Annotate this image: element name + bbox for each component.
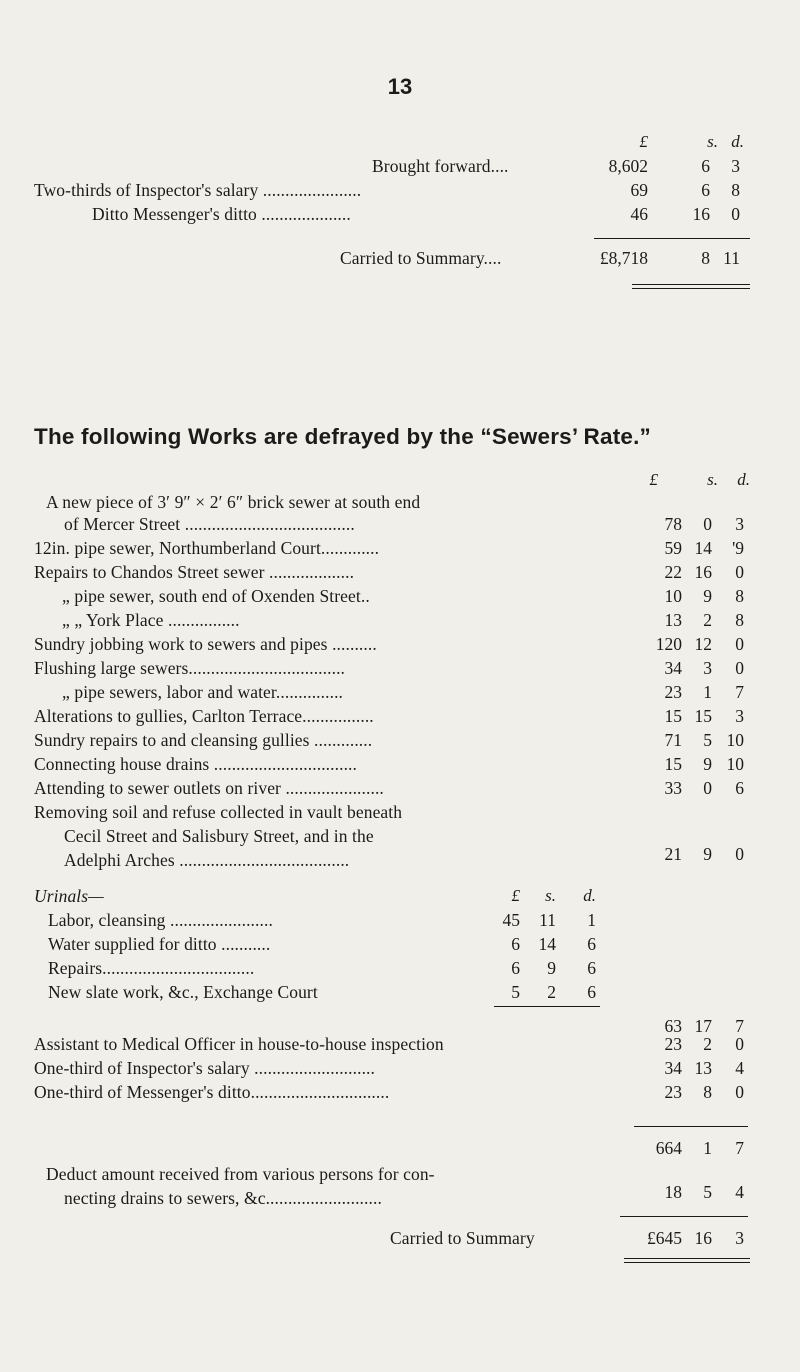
carried-to-summary-label: Carried to Summary.... [340, 248, 502, 268]
amount-shillings: 0 [703, 514, 712, 534]
amount-shillings: 8 [703, 1082, 712, 1102]
row-label: Water supplied for ditto ........... [48, 934, 271, 954]
amount-pence: 10 [726, 730, 744, 750]
deduct-label-line2: necting drains to sewers, &c.......................... [64, 1188, 382, 1208]
row-label: Sundry jobbing work to sewers and pipes .......... [34, 634, 377, 654]
urinals-total-pounds: 63 [664, 1016, 682, 1036]
amount-pence: 8 [735, 610, 744, 630]
amount-pounds: 45 [502, 910, 520, 930]
column-header-shillings: s. [707, 132, 718, 151]
row-label: Sundry repairs to and cleansing gullies ............. [34, 730, 373, 750]
amount-shillings: 9 [547, 958, 556, 978]
amount-shillings: 9 [703, 754, 712, 774]
amount-shillings: 2 [703, 610, 712, 630]
amount-pence: 4 [735, 1058, 744, 1078]
amount-shillings: 11 [539, 910, 556, 930]
row-label: Attending to sewer outlets on river ...................... [34, 778, 384, 798]
amount-shillings: 3 [703, 658, 712, 678]
urinals-total-pence: 7 [735, 1016, 744, 1036]
row-label: „ „ York Place ................ [62, 610, 240, 630]
row-label: Repairs to Chandos Street sewer ................... [34, 562, 355, 582]
amount-pounds: 5 [511, 982, 520, 1002]
row-label: Two-thirds of Inspector's salary ...................... [34, 180, 362, 200]
final-double-rule [624, 1258, 750, 1263]
column-header-pence: d. [737, 470, 750, 489]
amount-shillings: 2 [547, 982, 556, 1002]
double-rule [632, 284, 750, 289]
amount-shillings: 12 [694, 634, 712, 654]
amount-pounds: 34 [664, 1058, 682, 1078]
amount-pounds: 13 [664, 610, 682, 630]
column-header-shillings: s. [707, 470, 718, 489]
amount-pounds: £8,718 [599, 248, 648, 268]
amount-pounds: 8,602 [608, 156, 648, 176]
amount-shillings: 2 [703, 1034, 712, 1054]
amount-pence: 6 [587, 982, 596, 1002]
subtotal-rule [634, 1126, 748, 1127]
amount-shillings: 1 [703, 682, 712, 702]
amount-pence: 8 [731, 180, 740, 200]
amount-pence: 3 [735, 706, 744, 726]
amount-pence: 7 [735, 682, 744, 702]
amount-pounds: 21 [664, 844, 682, 864]
amount-shillings: 14 [538, 934, 556, 954]
column-header-shillings: s. [545, 886, 556, 905]
amount-pence: 0 [735, 1034, 744, 1054]
amount-pounds: 46 [630, 204, 648, 224]
row-label: „ pipe sewer, south end of Oxenden Street.. [62, 586, 370, 606]
amount-pence: 3 [735, 514, 744, 534]
amount-pounds: 71 [664, 730, 682, 750]
deduct-pounds: 18 [664, 1182, 682, 1202]
subtotal-shillings: 1 [703, 1138, 712, 1158]
subtotal-pounds: 664 [655, 1138, 682, 1158]
row-label: New slate work, &c., Exchange Court [48, 982, 318, 1002]
amount-pence: 10 [726, 754, 744, 774]
amount-pounds: 15 [664, 706, 682, 726]
row-label: Cecil Street and Salisbury Street, and in the [64, 826, 374, 846]
amount-pounds: 69 [630, 180, 648, 200]
amount-pence: 11 [723, 248, 740, 268]
row-label: One-third of Messenger's ditto............................... [34, 1082, 390, 1102]
row-label: One-third of Inspector's salary ........................... [34, 1058, 375, 1078]
amount-pence: 0 [735, 1082, 744, 1102]
amount-pence: 6 [587, 958, 596, 978]
amount-pounds: 22 [664, 562, 682, 582]
amount-pounds: 15 [664, 754, 682, 774]
amount-pence: 0 [735, 658, 744, 678]
deduct-label-line1: Deduct amount received from various persons for con- [46, 1164, 435, 1184]
amount-pence: 1 [587, 910, 596, 930]
row-label: Removing soil and refuse collected in vault beneath [34, 802, 403, 822]
amount-shillings: 13 [694, 1058, 712, 1078]
row-label: „ pipe sewers, labor and water............... [62, 682, 344, 702]
row-label: Ditto Messenger's ditto .................... [92, 204, 351, 224]
amount-shillings: 9 [703, 844, 712, 864]
page-number: 13 [387, 74, 413, 99]
amount-pounds: 120 [655, 634, 682, 654]
amount-shillings: 5 [703, 730, 712, 750]
amount-pounds: 33 [664, 778, 682, 798]
row-label: Alterations to gullies, Carlton Terrace................ [34, 706, 374, 726]
row-label: Brought forward.... [372, 156, 509, 176]
amount-pounds: 23 [664, 682, 682, 702]
amount-pounds: 10 [664, 586, 682, 606]
row-label: Assistant to Medical Officer in house-to-house inspection [34, 1034, 444, 1054]
deduct-pence: 4 [735, 1182, 744, 1202]
amount-pence: 6 [587, 934, 596, 954]
column-header-pence: d. [731, 132, 744, 151]
carried-pence: 3 [735, 1228, 744, 1248]
amount-pounds: 59 [664, 538, 682, 558]
column-header-pounds: £ [649, 470, 658, 489]
amount-pence: 6 [735, 778, 744, 798]
amount-shillings: 6 [701, 180, 710, 200]
amount-shillings: 15 [694, 706, 712, 726]
amount-pence: 0 [731, 204, 740, 224]
column-header-pounds: £ [511, 886, 520, 905]
amount-pence: 8 [735, 586, 744, 606]
carried-shillings: 16 [694, 1228, 712, 1248]
amount-shillings: 0 [703, 778, 712, 798]
amount-pence: 0 [735, 844, 744, 864]
subtotal-pence: 7 [735, 1138, 744, 1158]
row-label: Flushing large sewers................................... [34, 658, 346, 678]
urinals-title: Urinals— [34, 886, 104, 906]
amount-pounds: 6 [511, 934, 520, 954]
amount-pounds: 34 [664, 658, 682, 678]
amount-pounds: 78 [664, 514, 682, 534]
amount-pence: 3 [731, 156, 740, 176]
row-label: Adelphi Arches ...................................... [64, 850, 350, 870]
amount-pence: 0 [735, 562, 744, 582]
amount-shillings: 14 [694, 538, 712, 558]
column-header-pence: d. [583, 886, 596, 905]
deduct-shillings: 5 [703, 1182, 712, 1202]
amount-shillings: 16 [692, 204, 710, 224]
urinals-total-shillings: 17 [694, 1016, 712, 1036]
amount-pence: '9 [732, 538, 744, 558]
carried-pounds: £645 [647, 1228, 682, 1248]
row-label: Connecting house drains ................................ [34, 754, 358, 774]
amount-pounds: 6 [511, 958, 520, 978]
sum-rule [594, 238, 750, 239]
amount-pence: 0 [735, 634, 744, 654]
row-label: Labor, cleansing ....................... [48, 910, 273, 930]
column-header-pounds: £ [639, 132, 648, 151]
row-label: 12in. pipe sewer, Northumberland Court............. [34, 538, 380, 558]
amount-shillings: 6 [701, 156, 710, 176]
amount-pounds: 23 [664, 1034, 682, 1054]
row-label: A new piece of 3′ 9″ × 2′ 6″ brick sewer at south end [46, 492, 421, 512]
amount-shillings: 16 [694, 562, 712, 582]
final-sum-rule [620, 1216, 748, 1217]
carried-to-summary-label: Carried to Summary [390, 1228, 535, 1248]
row-label: Repairs.................................. [48, 958, 255, 978]
row-label: of Mercer Street ...................................... [64, 514, 355, 534]
amount-shillings: 9 [703, 586, 712, 606]
section-heading: The following Works are defrayed by the “Sewers’ Rate.” [34, 424, 652, 449]
amount-shillings: 8 [701, 248, 710, 268]
amount-pounds: 23 [664, 1082, 682, 1102]
urinals-sum-rule [494, 1006, 600, 1007]
